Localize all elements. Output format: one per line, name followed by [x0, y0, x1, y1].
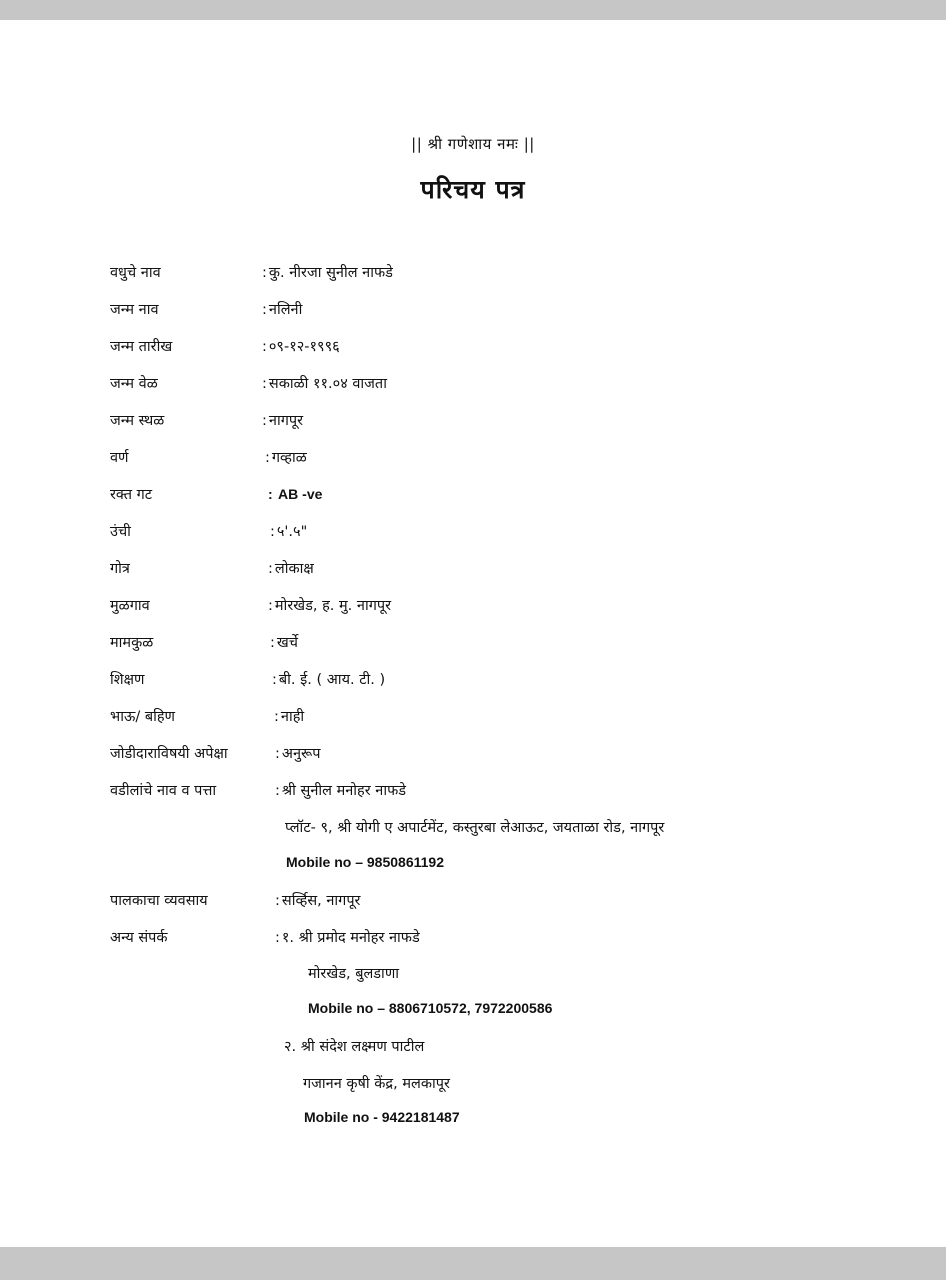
colon: : — [262, 413, 267, 429]
colon: : — [270, 635, 275, 651]
value-text: बी. ई. ( आय. टी. ) — [278, 672, 386, 688]
field-value-birth-name — [262, 299, 302, 319]
field-label-blood-group: रक्त गट — [110, 487, 153, 503]
colon: : — [275, 783, 280, 799]
value-text: लोकाक्ष — [274, 561, 314, 577]
field-value-complexion — [265, 447, 307, 467]
field-value-gotra — [268, 558, 314, 578]
colon: : — [275, 930, 280, 946]
contact-1-mobile: Mobile no – 8806710572, 7972200586 — [308, 1000, 553, 1016]
value-text: नागपूर — [268, 413, 304, 429]
value-text: कु. नीरजा सुनील नाफडे — [268, 265, 393, 281]
field-label-birth-name: जन्म नाव — [110, 302, 159, 318]
colon: : — [268, 561, 273, 577]
value-text: श्री सुनील मनोहर नाफडे — [281, 783, 407, 799]
value-text: खर्चे — [276, 635, 298, 651]
contact-2-mobile: Mobile no - 9422181487 — [304, 1109, 460, 1125]
field-value-bride-name — [262, 262, 393, 282]
field-label-height: उंची — [110, 524, 131, 540]
field-label-partner-expectations: जोडीदाराविषयी अपेक्षा — [110, 746, 228, 762]
field-value-education — [272, 669, 385, 689]
father-address: प्लॉट- ९, श्री योगी ए अपार्टमेंट, कस्तुरबा लेआऊट, जयताळा रोड, नागपूर — [285, 820, 665, 836]
value-text: मोरखेड, ह. मु. नागपूर — [274, 598, 392, 614]
invocation-line: || श्री गणेशाय नमः || — [411, 135, 535, 153]
field-label-birth-place: जन्म स्थळ — [110, 413, 165, 429]
colon: : — [262, 339, 267, 355]
value-text: अनुरूप — [281, 746, 321, 762]
field-value-native-place — [268, 595, 391, 615]
field-value-height — [270, 521, 307, 541]
value-text: नलिनी — [268, 302, 303, 318]
field-label-gotra: गोत्र — [110, 561, 130, 577]
field-value-birth-date — [262, 336, 340, 356]
contact-2-name: २. श्री संदेश लक्ष्मण पाटील — [284, 1039, 425, 1055]
father-mobile: Mobile no – 9850861192 — [286, 854, 444, 870]
field-label-other-contacts: अन्य संपर्क — [110, 930, 168, 946]
value-text: १. श्री प्रमोद मनोहर नाफडे — [281, 930, 420, 946]
colon: : — [275, 893, 280, 909]
field-label-birth-date: जन्म तारीख — [110, 339, 173, 355]
field-value-blood-group — [268, 486, 322, 502]
contact-1-place: मोरखेड, बुलडाणा — [308, 966, 400, 982]
value-text: नाही — [280, 709, 305, 725]
field-label-maternal-family: मामकुळ — [110, 635, 154, 651]
field-value-partner-expectations — [275, 743, 321, 763]
colon: : — [270, 524, 275, 540]
value-text: सर्व्हिस, नागपूर — [281, 893, 361, 909]
value-text: ५'.५" — [276, 524, 308, 540]
field-value-maternal-family — [270, 632, 298, 652]
bottom-gray-band — [0, 1247, 946, 1280]
field-label-bride-name: वधुचे नाव — [110, 265, 161, 281]
field-label-siblings: भाऊ/ बहिण — [110, 709, 176, 725]
colon: : — [265, 450, 270, 466]
field-value-parent-occupation — [275, 890, 361, 910]
colon: : — [268, 598, 273, 614]
colon: : — [262, 302, 267, 318]
field-label-education: शिक्षण — [110, 672, 145, 688]
value-text: सकाळी ११.०४ वाजता — [268, 376, 387, 392]
contact-2-place: गजानन कृषी केंद्र, मलकापूर — [303, 1076, 450, 1092]
value-text: AB -ve — [278, 486, 323, 502]
field-value-father-name — [275, 780, 406, 800]
colon: : — [268, 486, 273, 502]
value-text: गव्हाळ — [271, 450, 307, 466]
page-title: परिचय पत्र — [420, 175, 526, 204]
field-label-father-name-address: वडीलांचे नाव व पत्ता — [110, 783, 217, 799]
value-text: ०९-१२-१९९६ — [268, 339, 340, 355]
colon: : — [262, 265, 267, 281]
field-value-birth-time — [262, 373, 387, 393]
field-label-native-place: मुळगाव — [110, 598, 150, 614]
top-gray-band — [0, 0, 946, 20]
colon: : — [275, 746, 280, 762]
field-value-birth-place — [262, 410, 303, 430]
field-label-complexion: वर्ण — [110, 450, 129, 466]
field-value-siblings — [274, 706, 304, 726]
colon: : — [272, 672, 277, 688]
colon: : — [274, 709, 279, 725]
colon: : — [262, 376, 267, 392]
field-label-parent-occupation: पालकाचा व्यवसाय — [110, 893, 208, 909]
field-label-birth-time: जन्म वेळ — [110, 376, 158, 392]
contact-1-name — [275, 927, 420, 947]
